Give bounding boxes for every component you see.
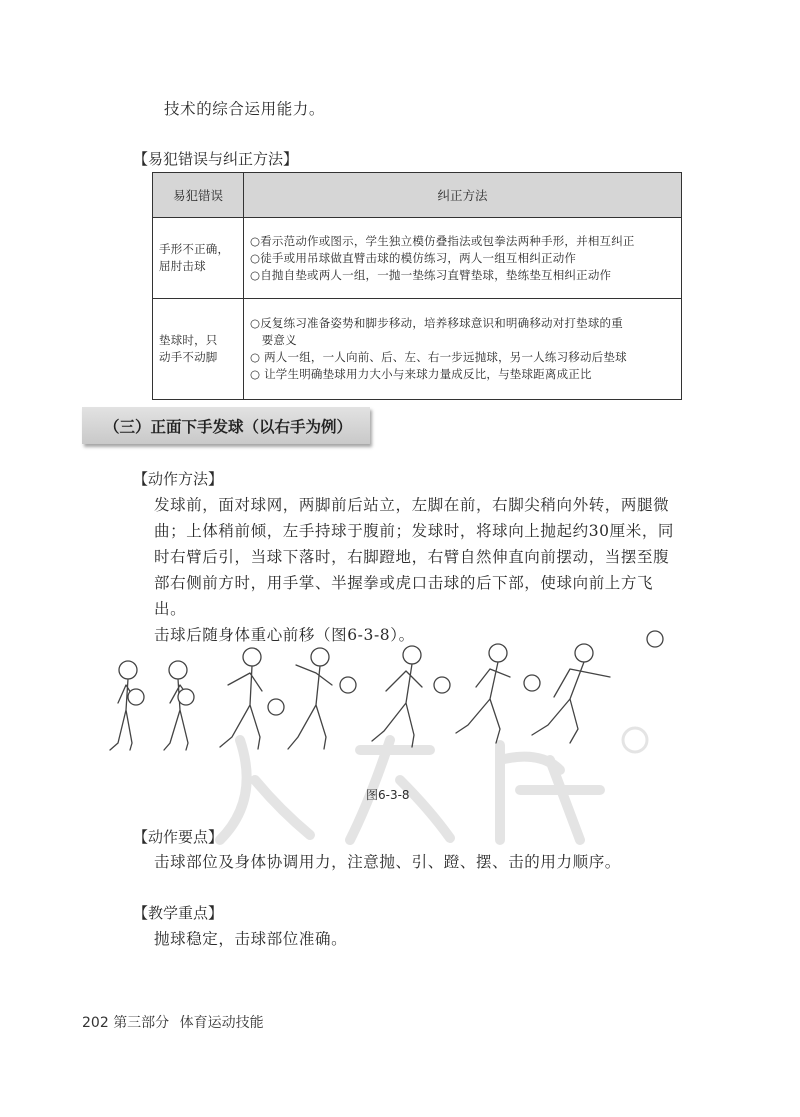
method-line: 部右侧前方时，用手掌、半握拳或虎口击球的后下部，使球向前上方飞出。: [154, 574, 654, 618]
table-header-row: [153, 173, 682, 218]
page-footer: [82, 1012, 264, 1032]
errors-table: [152, 172, 682, 400]
method-line: 时右臂后引，当球下落时，右脚蹬地，右臂自然伸直向前摆动，当摆至腹: [154, 548, 670, 566]
fix-line: ○ 让学生明确垫球用力大小与来球力量成反比，与垫球距离成正比: [250, 367, 592, 381]
key-points-text: 击球部位及身体协调用力，注意抛、引、蹬、摆、击的用力顺序。: [154, 853, 621, 871]
error-line: 动手不动脚: [159, 350, 218, 364]
method-line: 曲；上体稍前倾，左手持球于腹前；发球时，将球向上抛起约30厘米，同: [154, 522, 675, 540]
player-figure: [110, 661, 144, 750]
error-cell: [153, 299, 244, 400]
fix-cell: [244, 218, 682, 299]
section-title: （三）正面下手发球（以右手为例）: [104, 417, 353, 436]
teaching-focus-heading: 【教学重点】: [133, 904, 224, 922]
fix-cell: [244, 299, 682, 400]
fix-line: ○ 两人一组，一人向前、后、左、右一步远抛球，另一人练习移动后垫球: [250, 350, 627, 364]
fix-line: ○反复练习准备姿势和脚步移动，培养移球意识和明确移动对打垫球的重: [250, 316, 623, 330]
footer-part-title: 体育运动技能: [179, 1015, 264, 1031]
method-line: 击球后随身体重心前移（图6-3-8）。: [154, 626, 415, 644]
publisher-watermark-icon: [200, 720, 660, 850]
fix-line: 要意义: [250, 333, 297, 347]
figure-caption: 图6-3-8: [366, 788, 410, 802]
footer-part: 第三部分: [113, 1015, 170, 1031]
errors-heading: 【易犯错误与纠正方法】: [133, 150, 299, 168]
table-header-error: 易犯错误: [153, 173, 244, 218]
fix-line: ○看示范动作或图示，学生独立模仿叠指法或包拳法两种手形，并相互纠正: [250, 233, 635, 248]
intro-line: 技术的综合运用能力。: [164, 100, 326, 118]
error-line: 屈肘击球: [159, 259, 206, 273]
page-number: 202: [82, 1015, 109, 1031]
ball-icon: [647, 631, 663, 647]
error-cell: [153, 218, 244, 299]
error-line: 手形不正确，: [159, 242, 230, 256]
error-line: 垫球时，只: [159, 333, 218, 347]
table-row: [153, 218, 682, 299]
key-points-heading: 【动作要点】: [133, 828, 224, 846]
teaching-focus-text: 抛球稳定，击球部位准确。: [154, 930, 348, 948]
fix-line: ○自抛自垫或两人一组，一抛一垫练习直臂垫球，垫练垫互相纠正动作: [250, 267, 612, 282]
table-row: [153, 299, 682, 400]
fix-line: ○徒手或用吊球做直臂击球的模仿练习，两人一组互相纠正动作: [250, 250, 577, 265]
table-header-fix: 纠正方法: [244, 173, 682, 218]
section-title-bar: [82, 407, 370, 444]
method-heading: 【动作方法】: [133, 470, 224, 488]
method-line: 发球前，面对球网，两脚前后站立，左脚在前，右脚尖稍向外转，两腿微: [154, 496, 670, 514]
player-figure: [164, 661, 194, 750]
